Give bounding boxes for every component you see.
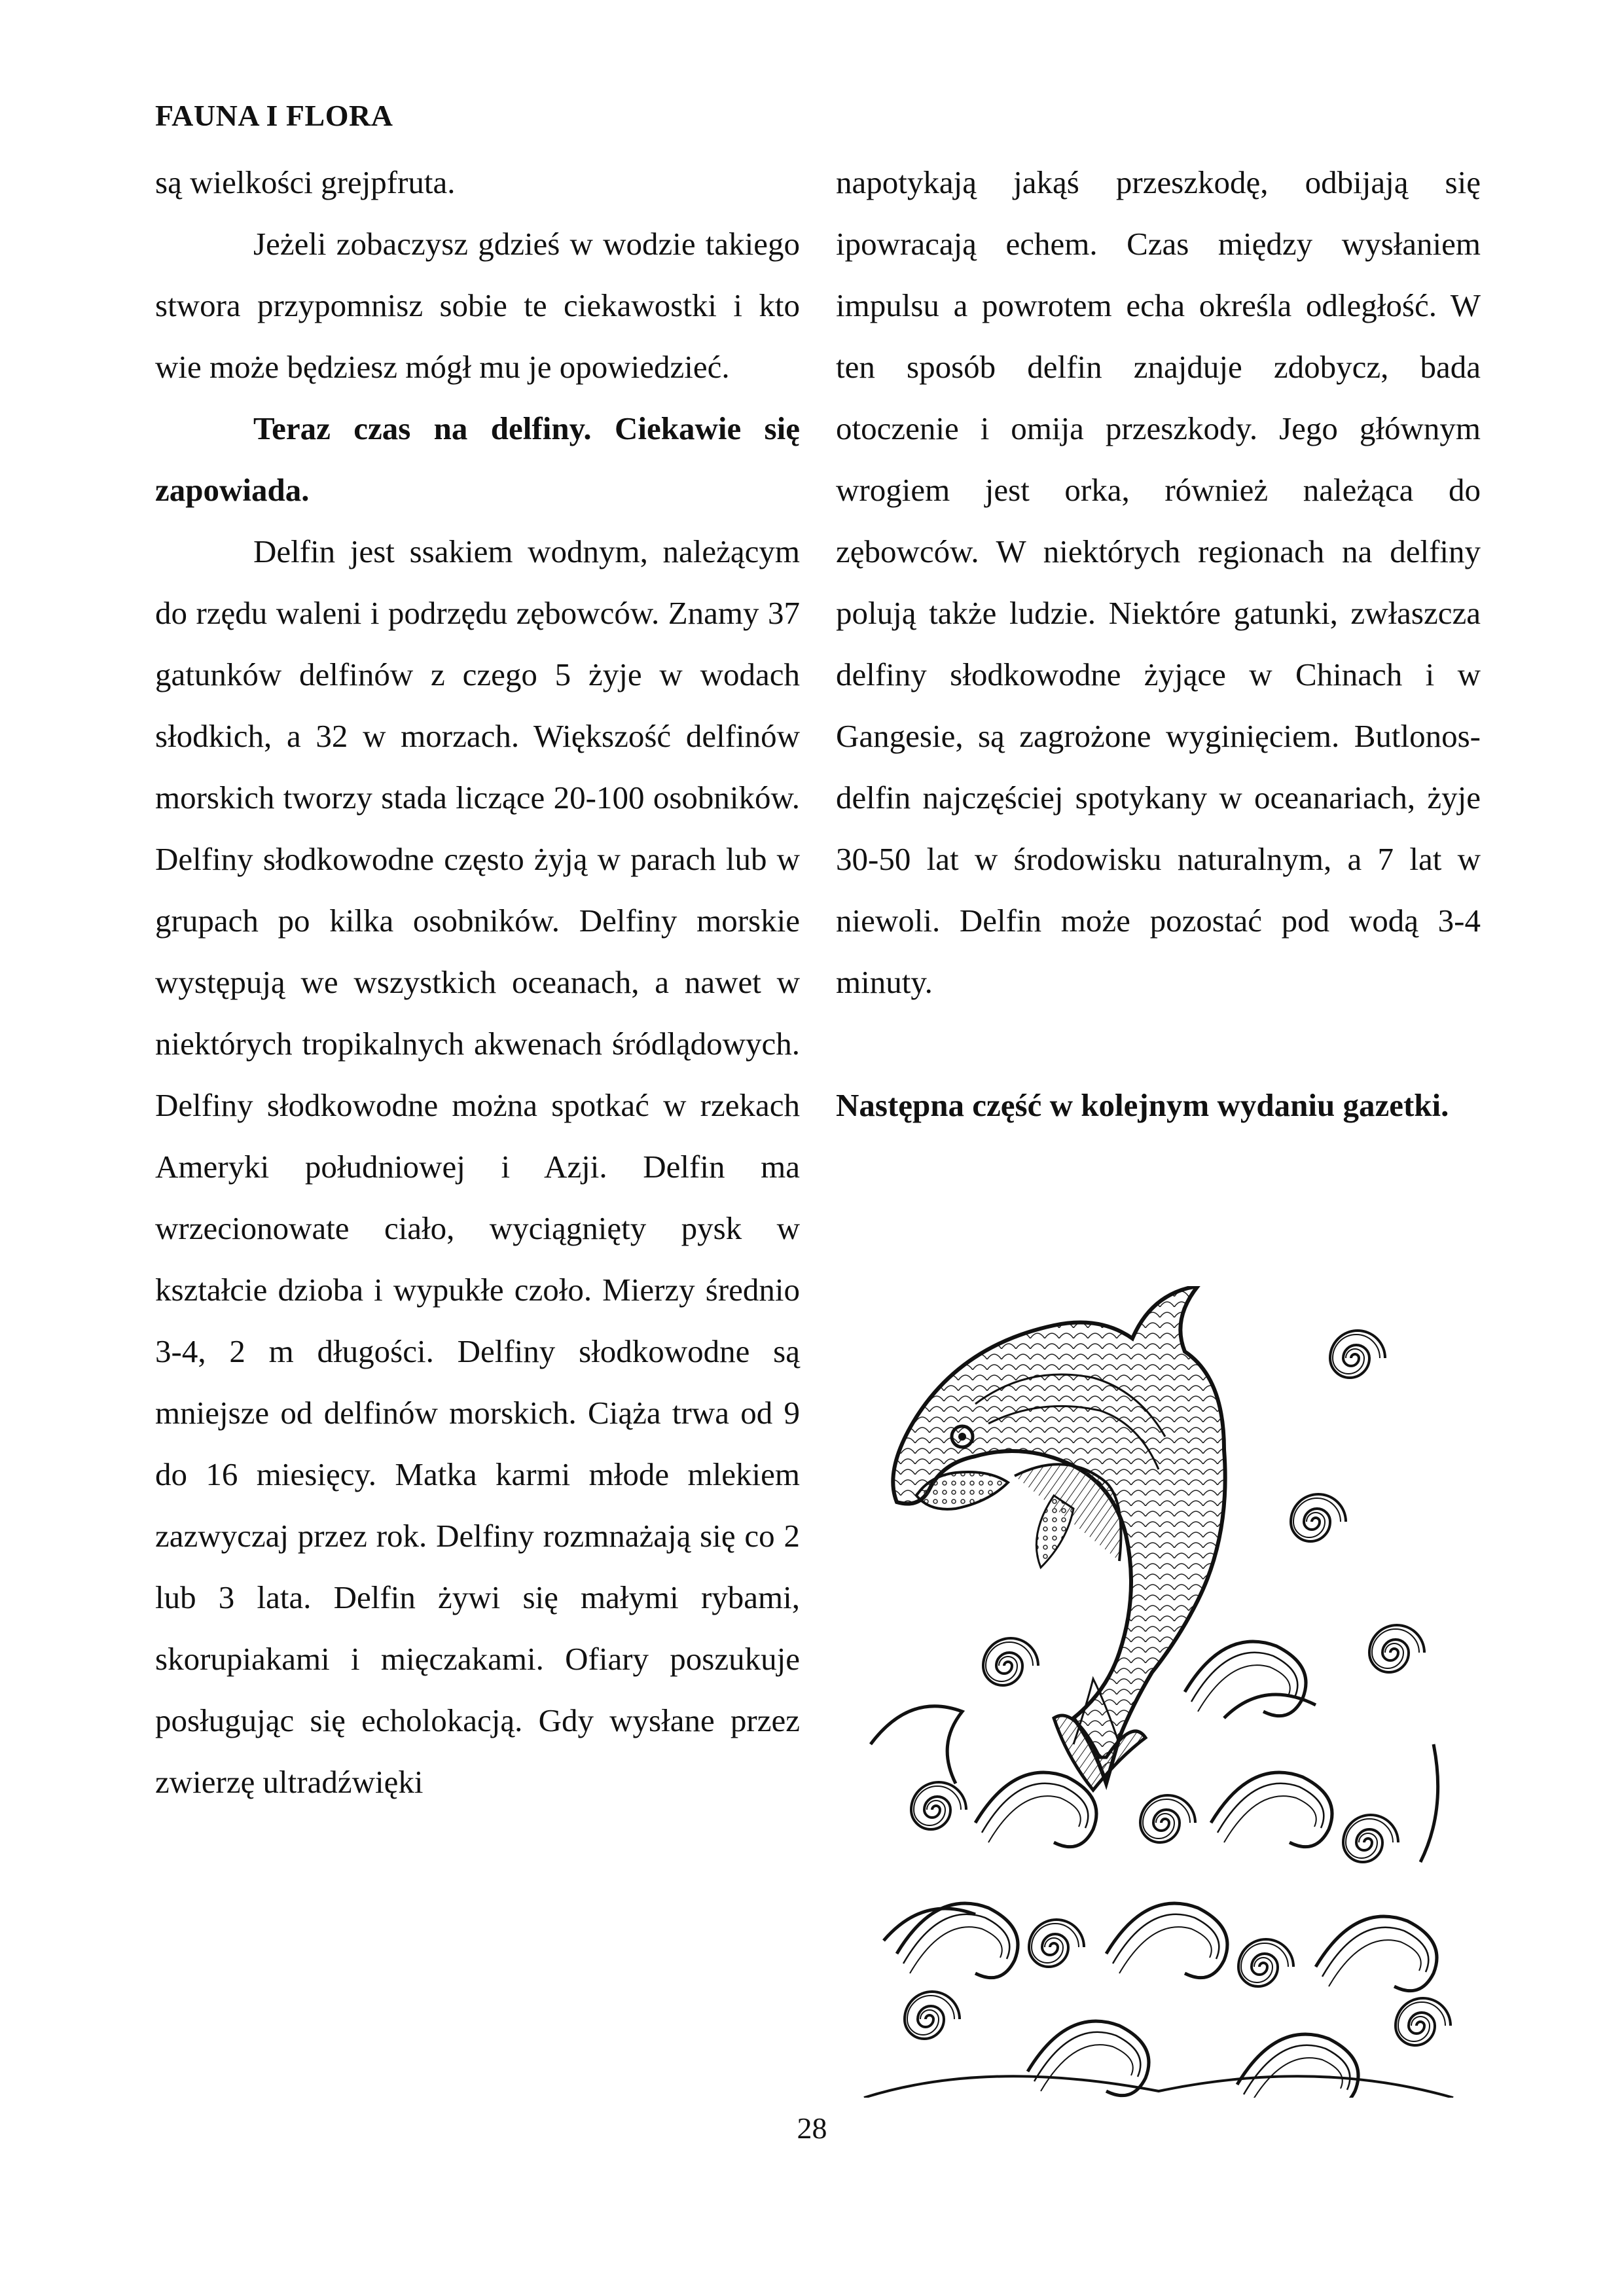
paragraph-intro: są wielkości grejpfruta. — [155, 164, 456, 200]
spacer — [836, 1013, 1481, 1075]
dolphin-icon — [893, 1286, 1225, 1790]
dolphin-waves-illustration — [857, 1286, 1460, 2098]
section-header: FAUNA I FLORA — [155, 99, 393, 132]
closing-note: Następna część w kolejnym wydaniu gazetki. — [836, 1087, 1449, 1123]
right-column — [836, 152, 1481, 1136]
left-column — [155, 152, 800, 1813]
paragraph-dolphin-facts: Delfin jest ssakiem wodnym, należącym do rzędu waleni i podrzędu zębowców. Znamy 37 gatunków delfinów z czego 5 żyje w wodach słodkich, a 32 w morzach. Większość delfinów morskich tworzy stada liczące 20-100 osobników. Delfiny słodkowodne często żyją w parach lub w grupach po kilka osobników. Delfiny morskie występują we wszystkich oceanach, a nawet w niektórych tropikalnych akwenach śródlądowych. Delfiny słodkowodne można spotkać w rzekach Ameryki południowej i Azji. Delfin ma wrzecionowate ciało, wyciągnięty pysk w kształcie dzioba i wypukłe czoło. Mierzy średnio 3-4, 2 m długości. Delfiny słodkowodne są mniejsze od delfinów morskich. Ciąża trwa od 9 do 16 miesięcy. Matka karmi młode mlekiem zazwyczaj przez rok. Delfiny rozmnażają się co 2 lub 3 lata. Delfin żywi się małymi rybami, skorupiakami i mięczakami. Ofiary poszukuje posługując się echolokacją. Gdy wysłane przez zwierzę ultradźwięki — [155, 533, 800, 1800]
paragraph-echolocation: napotykają jakąś przeszkodę, odbijają się ipowracają echem. Czas między wysłaniem impulsu a powrotem echa określa odległość. W ten sposób delfin znajduje zdobycz, bada otoczenie i omija przeszkody. Jego głównym wrogiem jest orka, również należąca do zębowców. W niektórych regionach na delfiny polują także ludzie. Niektóre gatunki, zwłaszcza delfiny słodkowodne żyjące w Chinach i w Gangesie, są zagrożone wyginięciem. Butlonos- delfin najczęściej spotykany w oceanariach, żyje 30-50 lat w środowisku naturalnym, a 7 lat w niewoli. Delfin może pozostać pod wodą 3-4 minuty. — [836, 164, 1481, 1000]
paragraph-reminder: Jeżeli zobaczysz gdzieś w wodzie takiego stwora przypomnisz sobie te ciekawostki i kto wie może będziesz mógł mu je opowiedzieć. — [155, 226, 800, 385]
page-number: 28 — [797, 2111, 827, 2145]
paragraph-dolphin-heading: Teraz czas na delfiny. Ciekawie się zapowiada. — [155, 410, 800, 508]
